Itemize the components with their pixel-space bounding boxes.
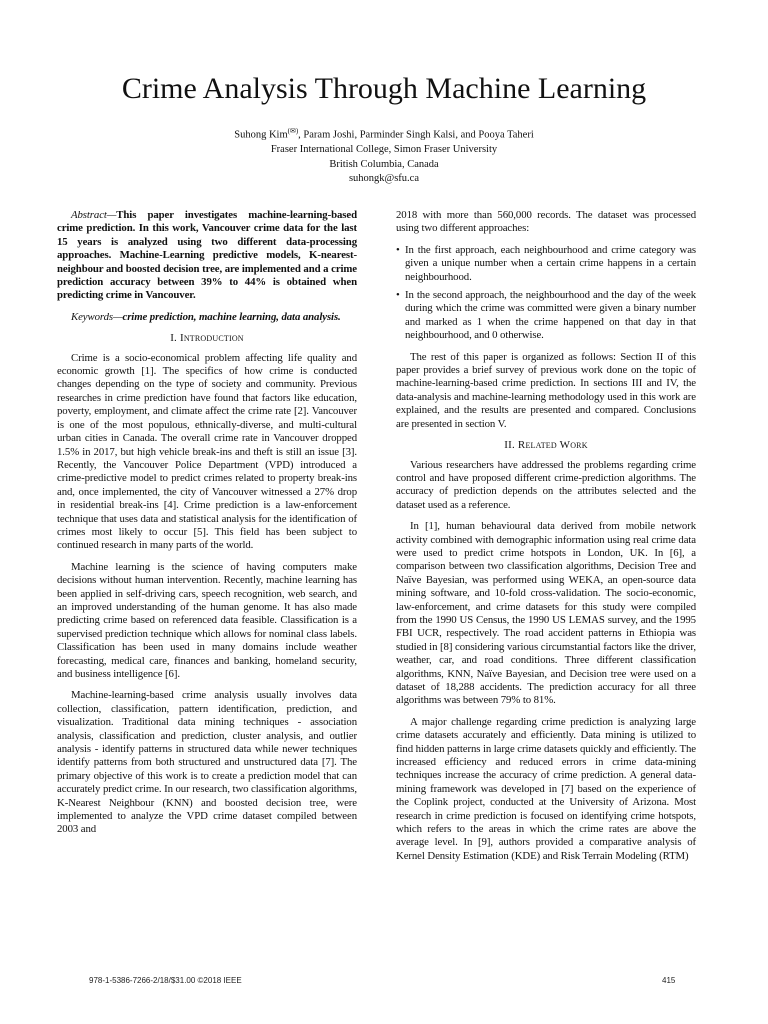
footer-copyright: 978-1-5386-7266-2/18/$31.00 ©2018 IEEE [89,976,242,985]
bullet-icon: • [396,243,400,256]
intro-paragraph-1: Crime is a socio-economical problem affecting life quality and economic growth [1]. The specifics of how crime is conducted changes depending on the type of society and community. Previous researches in crime prediction have found that factors like education, poverty, employment, and climate affect the crime rate [2]. Vancouver is one of the most populous, ethnically-diverse, and multi-cultural urban cities in Canada. The overall crime rate in Vancouver dropped 1.5% in 2017, but high vehicle break-ins and theft is still an issue [3]. Recently, the Vancouver Police Department (VPD) introduced a crime-predictive model to predict crimes related to property break-ins and, once implemented, the city of Vancouver witnessed a 27% drop in residential break-ins [4]. Crime prediction is a law-enforcement technique that uses data and statistical analysis for the identification of crimes most likely to occur [5]. This field has been subject to continued research in many parts of the world. [57,351,357,552]
abstract-text: This paper investigates machine-learning-based crime prediction. In this work, Vancouver crime data for the last 15 years is analyzed using two different data-processing approaches. Machine-Learning predictive models, K-nearest-neighbour and boosted decision tree, are implemented and a crime prediction accuracy between 39% to 44% is obtained when predicting crime in Vancouver. [57,209,357,302]
intro-paragraph-2: Machine learning is the science of having computers make decisions without human intervention. Recently, machine learning has been applied in self-driving cars, speech recognition, web search, and an improved understanding of the human genome. It has also made predicting crime based on referenced data feasible. Classification is a supervised prediction technique which allows for nominal class labels. Classification has been used in many domains include weather forecasting, medical care, finances and banking, homeland security, and business intelligence [6]. [57,560,357,680]
keywords [57,311,357,324]
author-location: British Columbia, Canada [329,158,439,170]
abstract [57,209,357,303]
related-paragraph-2: In [1], human behavioural data derived from mobile network activity combined with demographic information using real crime data were used to predict crime hotspots in London, UK. In [6], a comparison between two classification algorithms, Decision Tree and Naïve Bayesian, was performed using WEKA, an open-source data mining software, and 10-fold cross-validation. The socio-economic, law-enforcement, and crime datasets for this study were compiled from the 1990 US Census, the 1990 US LEMAS survey, and the 1995 FBI UCR, respectively. The road accident patterns in Ethiopia was studied in [8] considering various circumstantial factors like the driver, weather, car, and road conditions. Three different classification algorithms, KNN, Naïve Bayesian, and Decision tree were used on a dataset of 18,288 accidents. The prediction accuracy for all three algorithms was between 79% to 81%. [396,520,696,707]
section-heading-related-work: II. Related Work [504,439,588,452]
author-affiliation: Fraser International College, Simon Fraser University [270,144,498,155]
author-email[interactable]: suhongk@sfu.ca [348,173,420,184]
keywords-label: Keywords— [71,310,123,323]
list-item [396,244,696,284]
list-item [396,289,696,343]
intro-continuation: 2018 with more than 560,000 records. The dataset was processed using two different approaches: [396,209,696,235]
section-heading-introduction: I. Introduction [170,332,244,345]
bullet-text-1: In the first approach, each neighbourhood and crime category was given a unique number when a certain crime happens in a certain neighbourhood. [405,243,696,283]
related-paragraph-3: A major challenge regarding crime prediction is analyzing large crime datasets accurately and efficiently. Data mining is utilized to find hidden patterns in large crime datasets quickly and efficiently. The increased efficiency and reduced errors in crime data-mining techniques increase the accuracy of crime prediction. A general data-mining framework was developed in [7] based on the experience of the Coplink project, conducted at the University of Arizona. Most research in crime prediction is focused on identifying crime hotspots, which refers to the areas in which the crime rates are above the average level. In [9], authors provided a comparative analysis of Kernel Density Estimation (KDE) and Risk Terrain Modeling (RTM) [396,715,696,862]
paper-title: Crime Analysis Through Machine Learning [121,72,647,105]
abstract-label: Abstract— [71,209,117,221]
author-names-rest: , Param Joshi, Parminder Singh Kalsi, and Pooya Taheri [298,129,534,141]
envelope-icon: (✉) [287,127,299,135]
related-paragraph-1: Various researchers have addressed the problems regarding crime control and have proposed different crime-prediction algorithms. The accuracy of prediction depends on the attributes selected and the dataset used as a reference. [396,458,696,511]
left-column [57,209,357,845]
author-names [0,124,768,143]
intro-paragraph-3: Machine-learning-based crime analysis usually involves data collection, classification, pattern identification, prediction, and visualization. Traditional data mining techniques - association analysis, classification and prediction, cluster analysis, and outlier analysis - identify patterns in structured data while newer techniques identify patterns from both structured and unstructured data [7]. The primary objective of this work is to create a prediction model that can accurately predict crime. In our research, two classification algorithms, K-Nearest Neighbour (KNN) and boosted decision tree, were implemented to analyze the VPD crime dataset compiled between 2003 and [57,689,357,836]
author-block [0,124,768,187]
page-number: 415 [662,976,676,985]
keywords-text: crime prediction, machine learning, data analysis. [122,310,341,323]
outline-paragraph: The rest of this paper is organized as follows: Section II of this paper provides a brief survey of previous work done on the topic of machine-learning-based crime prediction. In sections III and IV, the data-analysis and machine-learning methodology used in this work are explained, and the results are presented and compared. Conclusions are presented in section V. [396,350,696,430]
approach-list [396,244,696,343]
right-column [396,209,696,871]
author-name-first: Suhong Kim [234,129,288,141]
bullet-icon: • [396,289,400,302]
bullet-text-2: In the second approach, the neighbourhood and the day of the week during which the crime was committed were given a binary number and marked as 1 when the crime happened on that day in that neighbourhood, and 0 otherwise. [405,289,696,342]
